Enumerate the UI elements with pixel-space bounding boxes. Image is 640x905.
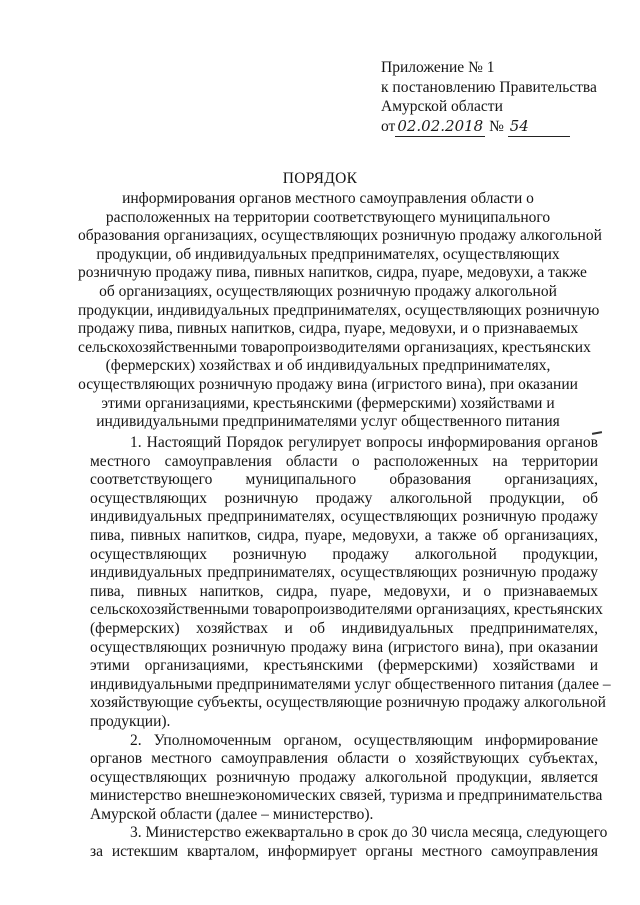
appendix-header [381, 58, 621, 137]
subtitle-line: образования организациях, осуществляющих розничную продажу алкогольной [78, 227, 602, 245]
paragraph-line: Амурской области (далее – министерство). [90, 805, 374, 823]
paragraph-line: пива, пивных напитков, сидра, пуаре, медовухи, а также об организациях, [90, 526, 598, 544]
paragraph-line: индивидуальными предпринимателями услуг общественного питания (далее – [90, 675, 611, 693]
paragraph-line: осуществляющих розничную продажу алкогольной продукции, об [90, 489, 598, 507]
appendix-line-2: к постановлению Правительства [381, 78, 597, 96]
paragraph-3 [90, 824, 608, 861]
paragraph-line: осуществляющих розничную продажу алкогольной продукции, является [90, 768, 598, 786]
subtitle-line: продажу пива, пивных напитков, сидра, пуаре, медовухи, и о признаваемых [78, 320, 579, 338]
handwritten-number: 54 [508, 117, 570, 138]
paragraph-line: органов местного самоуправления области о хозяйствующих субъектах, [90, 750, 598, 768]
paragraph-line: индивидуальных предпринимателях, осуществляющих розничную продажу [90, 564, 598, 582]
document-body [90, 434, 611, 862]
subtitle-line: продукции, индивидуальных предпринимателях, осуществляющих розничную [78, 301, 600, 319]
paragraph-line: (фермерских) хозяйствах и об индивидуальных предпринимателях, [90, 619, 598, 637]
subtitle-line: розничную продажу пива, пивных напитков, сидра, пуаре, медовухи, а также [78, 264, 587, 282]
subtitle-line: расположенных на территории соответствующего муниципального [105, 208, 551, 226]
paragraph-line: за истекшим кварталом, информирует органы местного самоуправления [90, 843, 598, 861]
subtitle-line: осуществляющих розничную продажу вина (игристого вина), при оказании [78, 375, 578, 393]
appendix-line-1: Приложение № 1 [381, 59, 495, 76]
paragraph-line: осуществляющих розничную продажу алкогольной продукции, [90, 545, 598, 563]
document-title: ПОРЯДОК [282, 170, 358, 187]
paragraph-line: 2. Уполномоченным органом, осуществляющим информирование [130, 731, 598, 749]
paragraph-line: 3. Министерство ежеквартально в срок до 30 числа месяца, следующего [130, 824, 608, 842]
paragraph-line: пива, пивных напитков, сидра, пуаре, медовухи, и о признаваемых [90, 582, 598, 600]
paragraph-line: местного самоуправления области о расположенных на территории [90, 452, 598, 470]
paragraph-line: этими организациями, крестьянскими (фермерскими) хозяйствами и [90, 657, 598, 675]
paragraph-line: 1. Настоящий Порядок регулирует вопросы информирования органов [130, 434, 598, 451]
appendix-line-3: Амурской области [381, 98, 503, 115]
paragraph-line: сельскохозяйственными товаропроизводителями организациях, крестьянских [90, 601, 603, 619]
paragraph-line: осуществляющих розничную продажу вина (игристого вина), при оказании [90, 638, 598, 656]
subtitle-line: сельскохозяйственными товаропроизводителями организациях, крестьянских [78, 338, 591, 356]
subtitle-line: об организациях, осуществляющих розничную продажу алкогольной [99, 282, 557, 300]
appendix-number-label: № [489, 117, 504, 135]
document-subtitle [78, 190, 602, 432]
handwritten-date: 02.02.2018 [395, 117, 485, 138]
paragraph-line: хозяйствующие субъекты, осуществляющие розничную продажу алкогольной [90, 694, 606, 712]
subtitle-line: (фермерских) хозяйствах и об индивидуальных предпринимателях, [105, 357, 551, 375]
subtitle-line: индивидуальными предпринимателями услуг общественного питания [96, 413, 560, 431]
appendix-date-line [381, 117, 621, 138]
subtitle-line: информирования органов местного самоуправления области о [122, 190, 534, 207]
paragraph-line: соответствующего муниципального образования организациях, [90, 471, 598, 489]
subtitle-line: продукции, об индивидуальных предпринимателях, осуществляющих [96, 245, 560, 263]
subtitle-line: этими организациями, крестьянскими (фермерскими) хозяйствами и [101, 394, 555, 412]
paragraph-line: продукции). [90, 712, 171, 730]
paragraph-line: министерство внешнеэкономических связей, туризма и предпринимательства [90, 787, 603, 805]
appendix-from-prefix: от [381, 117, 396, 135]
paragraph-line: индивидуальных предпринимателях, осуществляющих розничную продажу [90, 508, 598, 526]
paragraph-2 [90, 731, 603, 825]
paragraph-1 [90, 434, 611, 732]
